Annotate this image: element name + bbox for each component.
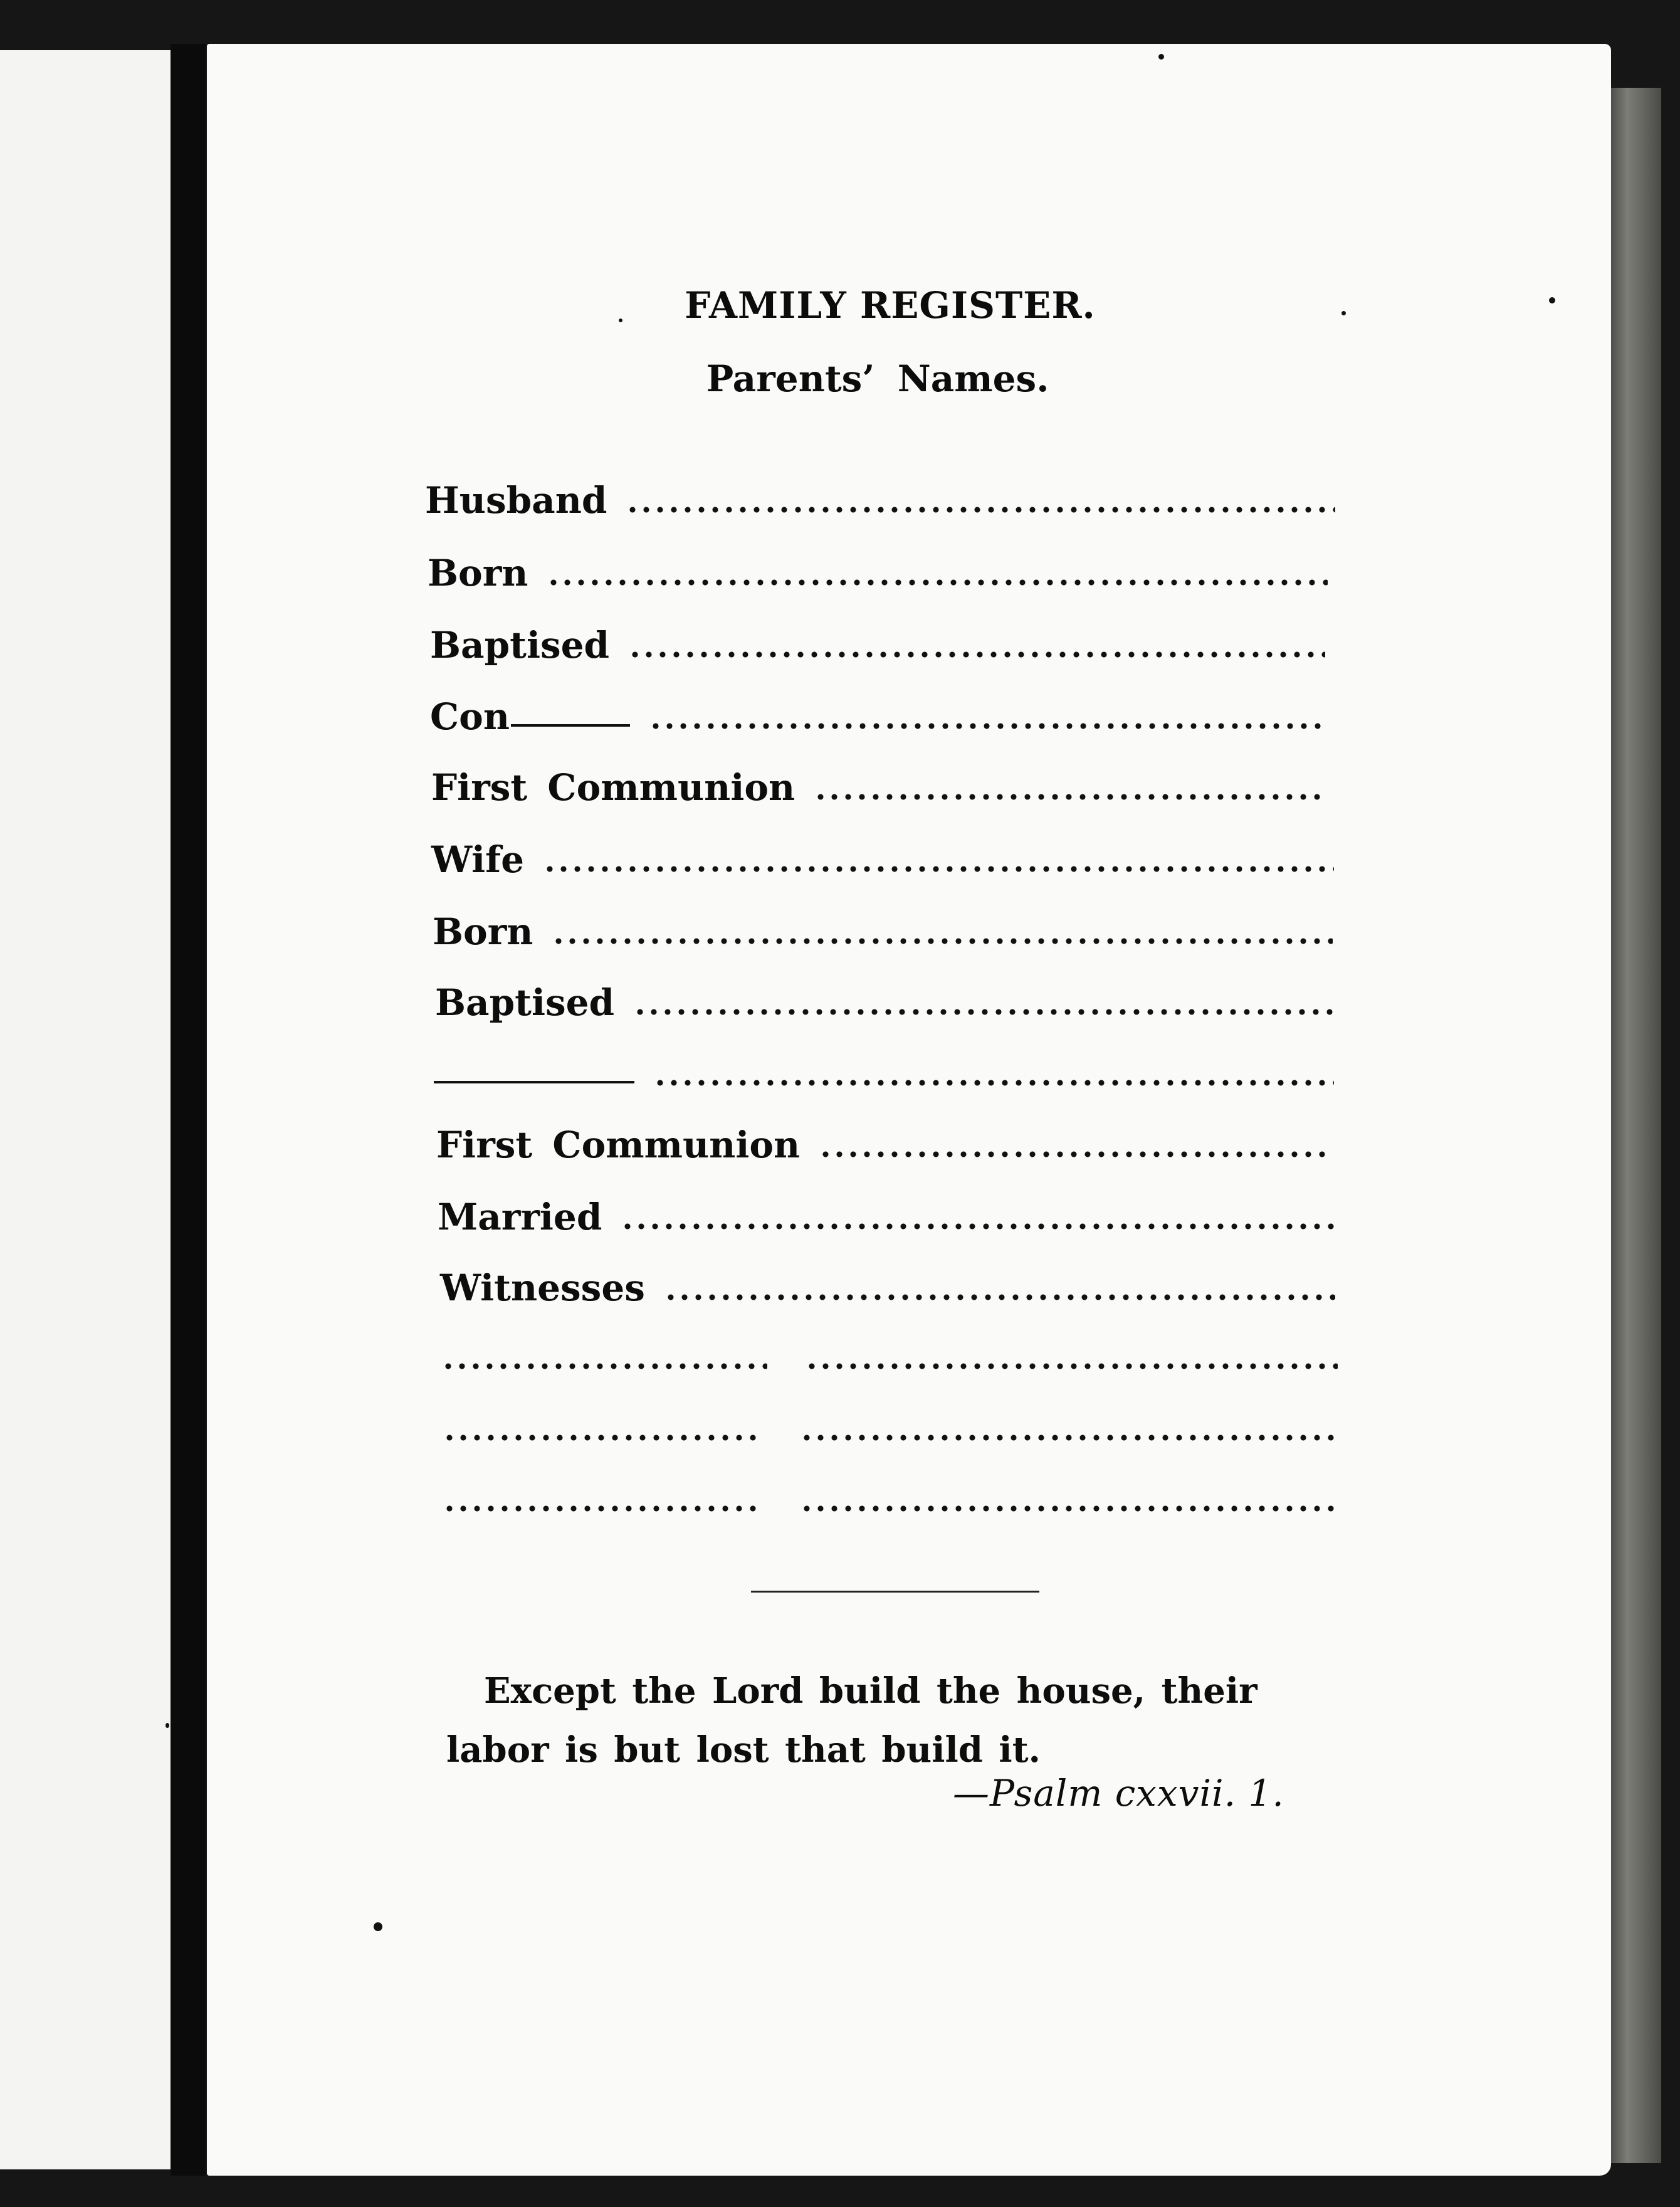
ink-speck (1158, 54, 1164, 60)
witness-entry-left[interactable] (441, 1361, 767, 1372)
husband-born-field (428, 550, 1328, 594)
husband-first-communion-label: First Communion (431, 766, 795, 809)
husband-label: Husband (425, 479, 607, 522)
wife-confirmed-field (434, 1051, 1334, 1095)
witness-line (443, 1406, 1339, 1450)
scripture-citation: —Psalm cxxvii. 1. (953, 1772, 1284, 1815)
married-field (438, 1194, 1338, 1238)
husband-baptised-entry-line[interactable] (628, 649, 1325, 660)
witness-entry-left[interactable] (443, 1432, 762, 1443)
witness-entry-right[interactable] (800, 1503, 1339, 1514)
wife-baptised-entry-line[interactable] (633, 1006, 1333, 1018)
wife-born-entry-line[interactable] (552, 935, 1333, 947)
wife-first-communion-field (436, 1122, 1331, 1166)
wife-first-communion-label: First Communion (436, 1124, 801, 1166)
wife-baptised-field (435, 980, 1333, 1024)
wife-born-label: Born (433, 910, 533, 953)
witness-entry-left[interactable] (443, 1503, 762, 1514)
page-title: FAMILY REGISTER. (685, 284, 1096, 327)
wife-entry-line[interactable] (543, 863, 1334, 875)
wife-first-communion-entry-line[interactable] (819, 1149, 1331, 1160)
witnesses-label: Witnesses (440, 1267, 645, 1309)
husband-born-label: Born (428, 552, 528, 594)
husband-baptised-field (430, 623, 1325, 666)
husband-confirmed-field (430, 694, 1325, 738)
married-entry-line[interactable] (621, 1221, 1338, 1232)
wife-label: Wife (431, 838, 525, 881)
ink-speck (165, 1723, 169, 1728)
husband-confirmed-label: Con (430, 695, 510, 738)
husband-entry-line[interactable] (626, 504, 1335, 515)
scripture-quote: Except the Lord build the house, their labor is but lost that build it. (446, 1670, 1257, 1771)
page-subtitle: Parents’ Names. (706, 357, 1049, 400)
wife-born-field (433, 909, 1333, 953)
husband-first-communion-field (431, 765, 1325, 809)
husband-first-communion-entry-line[interactable] (814, 791, 1325, 803)
husband-born-entry-line[interactable] (547, 577, 1328, 588)
witness-entry-right[interactable] (800, 1432, 1339, 1443)
confirmation-dash (511, 724, 630, 727)
married-label: Married (438, 1196, 602, 1238)
wife-field (431, 837, 1334, 881)
witnesses-entry-line[interactable] (664, 1292, 1335, 1303)
witness-entry-right[interactable] (805, 1361, 1338, 1372)
witness-line (441, 1334, 1338, 1378)
ink-speck (374, 1922, 382, 1931)
husband-confirmed-entry-line[interactable] (649, 720, 1325, 732)
witnesses-field (440, 1265, 1335, 1309)
wife-baptised-label: Baptised (435, 981, 615, 1024)
husband-baptised-label: Baptised (430, 624, 610, 666)
section-divider (751, 1591, 1039, 1593)
wife-confirmed-entry-line[interactable] (653, 1077, 1334, 1088)
witness-line (443, 1477, 1339, 1520)
husband-field (425, 478, 1335, 522)
confirmation-blank (434, 1081, 634, 1083)
